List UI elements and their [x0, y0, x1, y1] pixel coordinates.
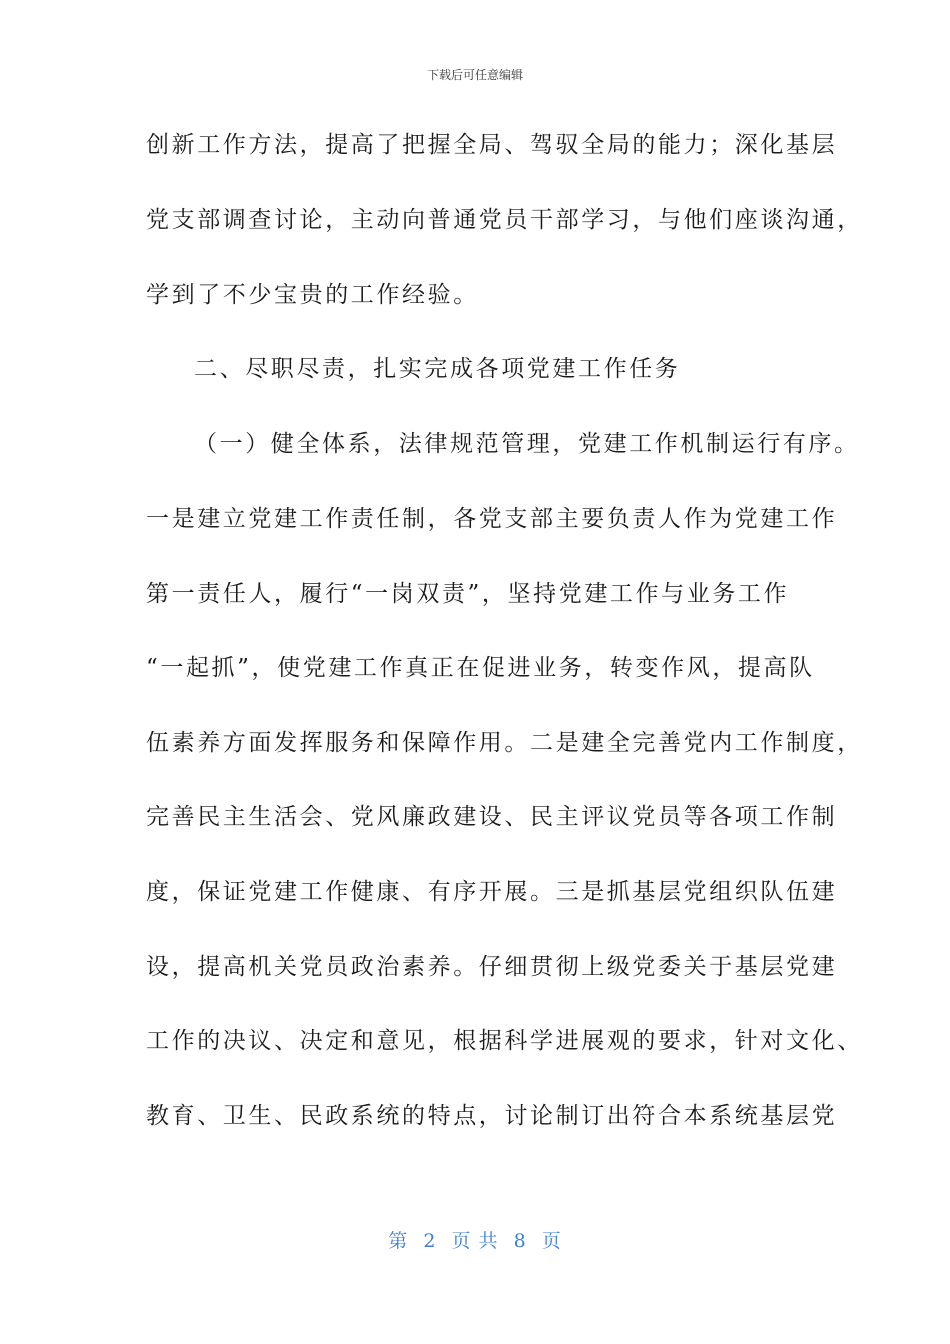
page-footer [0, 1226, 950, 1253]
footer-middle: 页 共 [451, 1230, 499, 1252]
subsection-heading: （一）健全体系，法律规范管理，党建工作机制运行有序。 [194, 431, 860, 457]
body-line-2: 党支部调查讨论，主动向普通党员干部学习，与他们座谈沟通， [146, 207, 863, 233]
body-line-10: 完善民主生活会、党风廉政建设、民主评议党员等各项工作制 [146, 804, 838, 830]
footer-page-number: 2 [423, 1230, 437, 1252]
footer-suffix: 页 [541, 1230, 562, 1252]
body-line-8: “一起抓”，使党建工作真正在促进业务，转变作风，提高队 [146, 655, 815, 681]
body-line-12: 设，提高机关党员政治素养。仔细贯彻上级党委关于基层党建 [146, 954, 838, 980]
body-line-6: 一是建立党建工作责任制，各党支部主要负责人作为党建工作 [146, 506, 838, 532]
body-line-1: 创新工作方法，提高了把握全局、驾驭全局的能力；深化基层 [146, 132, 838, 158]
body-line-7: 第一责任人，履行“一岗双责”，坚持党建工作与业务工作 [146, 581, 790, 607]
body-line-3: 学到了不少宝贵的工作经验。 [146, 282, 479, 308]
footer-total-pages: 8 [513, 1230, 527, 1252]
section-heading: 二、尽职尽责，扎实完成各项党建工作任务 [194, 356, 681, 382]
body-line-13: 工作的决议、决定和意见，根据科学进展观的要求，针对文化、 [146, 1028, 863, 1054]
body-line-11: 度，保证党建工作健康、有序开展。三是抓基层党组织队伍建 [146, 879, 838, 905]
page-header: 下载后可任意编辑 [426, 68, 523, 82]
body-line-9: 伍素养方面发挥服务和保障作用。二是建全完善党内工作制度， [146, 730, 863, 756]
body-line-14: 教育、卫生、民政系统的特点，讨论制订出符合本系统基层党 [146, 1103, 838, 1129]
footer-prefix: 第 [388, 1230, 409, 1252]
